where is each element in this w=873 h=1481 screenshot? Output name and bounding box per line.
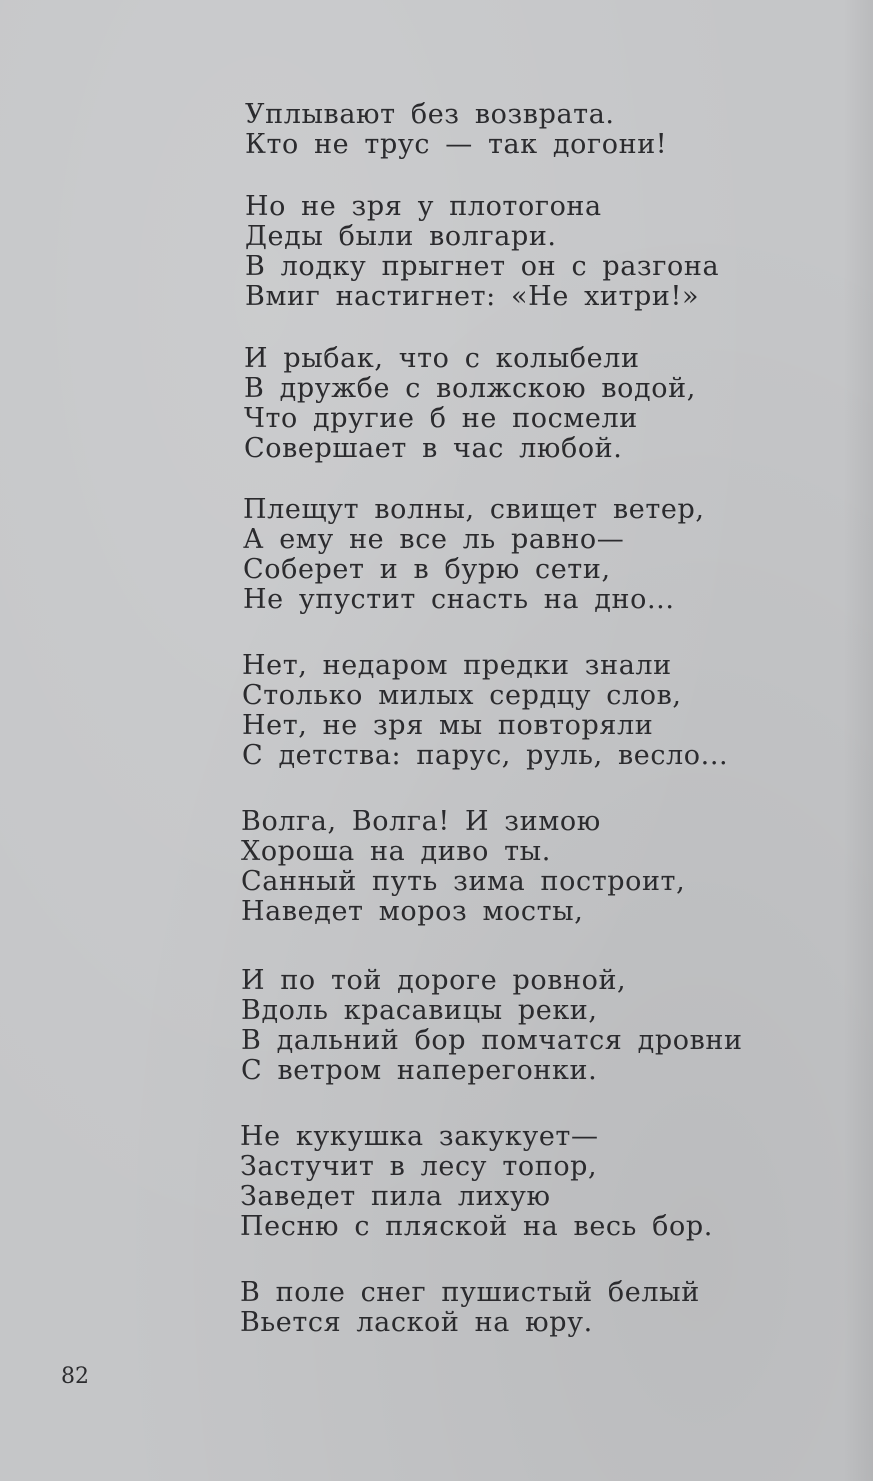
poem-line: Не упустит снасть на дно... (243, 584, 675, 615)
stanza (241, 807, 685, 927)
poem-line: Нет, недаром предки знали (242, 650, 672, 681)
poem-line: Вдоль красавицы реки, (241, 995, 598, 1026)
poem-line: Соберет и в бурю сети, (243, 554, 611, 585)
poem-line: И рыбак, что с колыбели (244, 343, 640, 374)
stanza (244, 344, 696, 464)
poem-line: В поле снег пушистый белый (240, 1277, 700, 1308)
poem-line: Нет, не зря мы повторяли (242, 710, 654, 741)
poem-line: И по той дороге ровной, (241, 965, 627, 996)
poem-line: С детства: парус, руль, весло... (242, 740, 729, 771)
poem-line: Не кукушка закукует— (240, 1121, 599, 1152)
poem-line: Хороша на диво ты. (241, 836, 551, 867)
poem-line: В дружбе с волжскою водой, (244, 373, 696, 404)
page-number: 82 (61, 1364, 89, 1389)
poem-line: Уплывают без возврата. (245, 99, 615, 130)
poem-line: Но не зря у плотогона (245, 191, 602, 222)
stanza (242, 651, 728, 771)
stanza (243, 495, 705, 615)
poem-line: Вмиг настигнет: «Не хитри!» (245, 281, 700, 312)
stanza (241, 966, 743, 1086)
poem-line: Деды были волгари. (245, 221, 557, 252)
poem-line: Кто не трус — так догони! (245, 129, 668, 160)
poem-line: Что другие б не посмели (244, 403, 638, 434)
page-edge-shadow (843, 0, 873, 1481)
poem-line: А ему не все ль равно— (243, 524, 625, 555)
poem-line: Санный путь зима построит, (241, 866, 686, 897)
stanza (245, 192, 719, 312)
poem-line: Столько милых сердцу слов, (242, 680, 682, 711)
poem-line: Наведет мороз мосты, (241, 896, 584, 927)
poem-line: Волга, Волга! И зимою (241, 806, 601, 837)
stanza (240, 1122, 713, 1242)
poem-line: Застучит в лесу топор, (240, 1151, 598, 1182)
poem-line: В дальний бор помчатся дровни (241, 1025, 743, 1056)
poem-line: Песню с пляской на весь бор. (240, 1211, 713, 1242)
poem-line: С ветром наперегонки. (241, 1055, 598, 1086)
poem-line: Плещут волны, свищет ветер, (243, 494, 705, 525)
poem-line: Вьется лаской на юру. (240, 1307, 593, 1338)
poem-line: Совершает в час любой. (244, 433, 623, 464)
poem-line: В лодку прыгнет он с разгона (245, 251, 720, 282)
stanza (245, 100, 667, 160)
poem-line: Заведет пила лихую (240, 1181, 551, 1212)
stanza (240, 1278, 700, 1338)
